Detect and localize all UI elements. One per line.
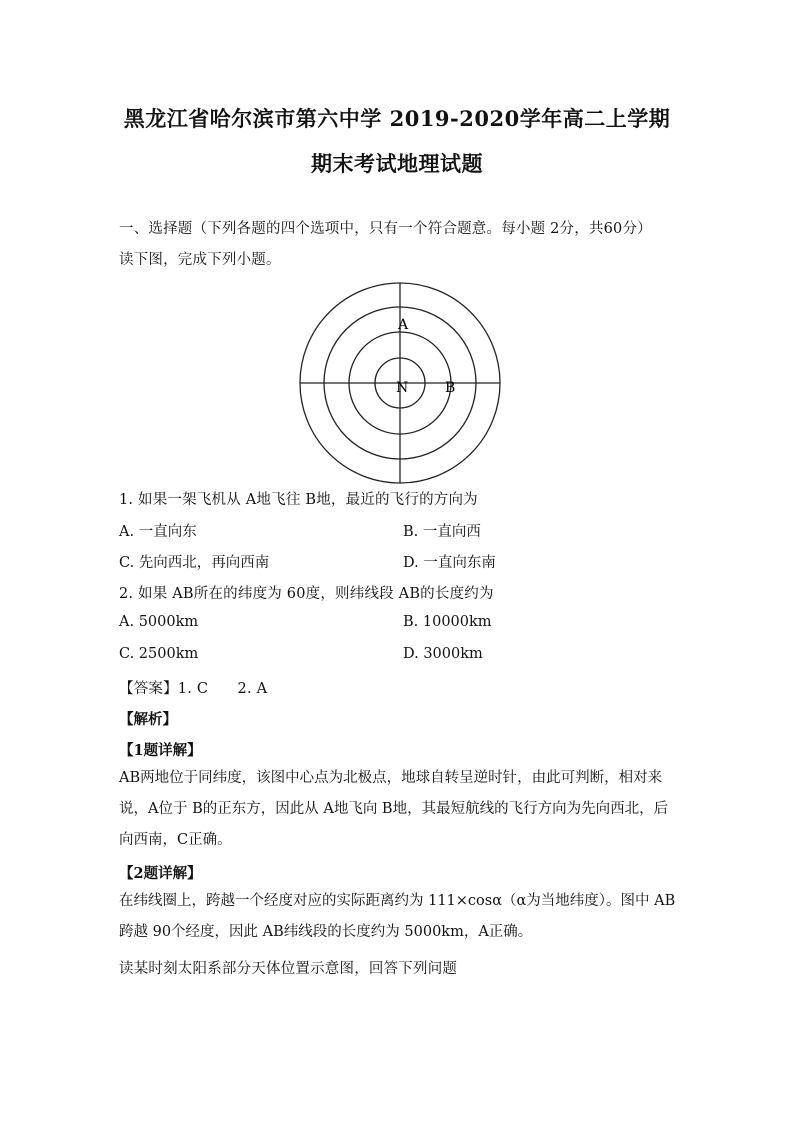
- answer-line: 【答案】1. C 2. A: [119, 681, 268, 697]
- q2-option-d: D. 3000km: [403, 646, 483, 662]
- north-pole-label: N: [396, 380, 409, 396]
- q2-option-c: C. 2500km: [119, 646, 199, 662]
- q1-option-c: C. 先向西北，再向西南: [119, 555, 270, 571]
- detail-1-text: AB两地位于同纬度，该图中心点为北极点，地球自转呈逆时针，由此可判断，相对来说，A位于 B的正东方，因此从 A地飞向 B地，其最短航线的飞行方向为先向西北，后向西南，C正确。: [119, 770, 669, 848]
- next-question-instruction: 读某时刻太阳系部分天体位置示意图，回答下列问题: [119, 961, 458, 977]
- detail-2-text: 在纬线圈上，跨越一个经度对应的实际距离约为 111×cosα（α为当地纬度）。图中 AB跨越 90个经度，因此 AB纬线段的长度约为 5000km，A正确。: [119, 893, 676, 940]
- point-a-label: A: [398, 317, 409, 333]
- q2-option-a: A. 5000km: [119, 614, 199, 630]
- page-title: 黑龙江省哈尔滨市第六中学 2019-2020学年高二上学期: [123, 106, 671, 131]
- page-subtitle: 期末考试地理试题: [311, 151, 483, 176]
- detail-2-label: 【2题详解】: [119, 865, 202, 882]
- polar-latitude-diagram: [290, 275, 510, 495]
- q1-option-b: B. 一直向西: [403, 524, 481, 540]
- figure-instruction: 读下图，完成下列小题。: [119, 252, 281, 268]
- analysis-label: 【解析】: [119, 711, 177, 728]
- q1-option-d: D. 一直向东南: [403, 555, 496, 571]
- point-b-label: B: [445, 380, 456, 396]
- section-heading: 一、选择题（下列各题的四个选项中，只有一个符合题意。每小题 2分，共60分）: [119, 221, 652, 237]
- question-1-stem: 1. 如果一架飞机从 A地飞往 B地，最近的飞行的方向为: [119, 492, 478, 508]
- detail-1-label: 【1题详解】: [119, 742, 202, 759]
- q2-option-b: B. 10000km: [403, 614, 492, 630]
- question-2-stem: 2. 如果 AB所在的纬度为 60度，则纬线段 AB的长度约为: [119, 586, 494, 602]
- q1-option-a: A. 一直向东: [119, 524, 197, 540]
